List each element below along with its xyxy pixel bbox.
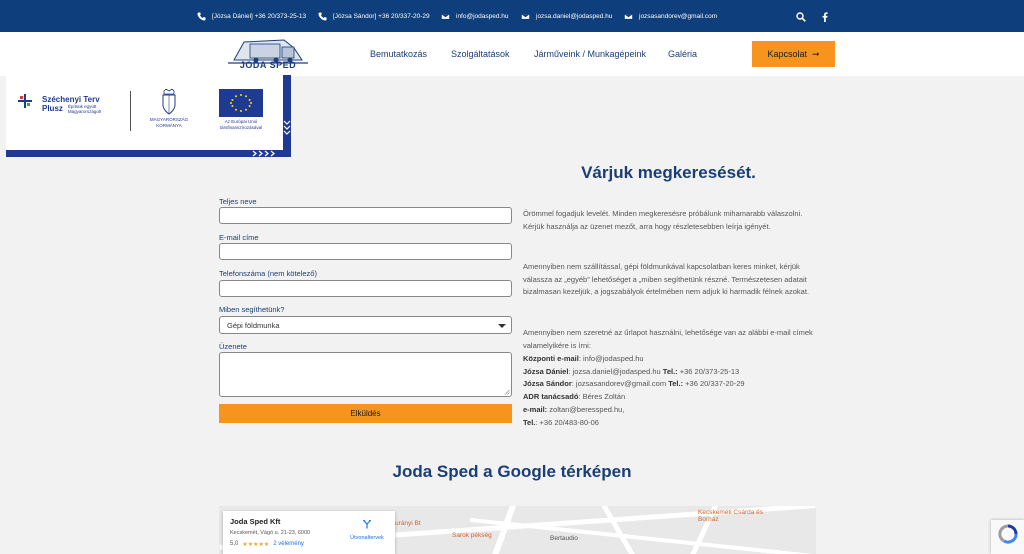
facebook-icon[interactable]: [820, 12, 830, 22]
daniel-row: [523, 366, 816, 379]
sandor-tel[interactable]: +36 20/337-20-29: [683, 379, 745, 389]
banner-stripe-right: [283, 75, 291, 157]
adr-tel-label: Tel.: [523, 417, 536, 427]
chevron-right-icon: [251, 150, 275, 157]
help-select[interactable]: [219, 316, 512, 334]
coat-of-arms-icon: [161, 89, 177, 115]
adr-tel-row: [523, 417, 816, 430]
message-label: Üzenete: [219, 342, 247, 351]
top-bar: [0, 0, 1024, 32]
map-road: [599, 506, 643, 554]
info-paragraph-3: Amennyiben nem szeretné az űrlapot használni, lehetősége van az alábbi e-mail címek valamelyikére is írni:: [523, 328, 813, 350]
contact-button-label: Kapcsolat: [767, 49, 807, 59]
map-label-bertaudio: Bertaudio: [550, 535, 578, 542]
nav-jarmuveink[interactable]: Járműveink / Munkagépeink: [534, 49, 647, 59]
help-select-value: Gépi földmunka: [227, 321, 280, 330]
place-rating: [230, 541, 388, 548]
email-info-text: info@jodasped.hu: [456, 13, 509, 20]
map-road: [470, 518, 816, 554]
email-info[interactable]: [441, 12, 509, 21]
submit-button-label: Elküldés: [350, 409, 381, 418]
header: [0, 32, 1024, 76]
szechenyi-logo-icon: [18, 94, 32, 108]
eu-flag-icon: [219, 89, 263, 117]
central-email-row: [523, 353, 816, 366]
logo-text: JODA SPED: [239, 60, 297, 70]
gov-line1: MAGYARORSZÁG: [149, 117, 189, 122]
phone-label: Telefonszáma (nem kötelező): [219, 269, 317, 278]
resize-handle-icon: [504, 389, 510, 395]
recaptcha-badge[interactable]: [991, 520, 1024, 554]
adr-label: ADR tanácsadó: [523, 392, 579, 402]
recaptcha-icon: [998, 524, 1018, 544]
place-address: Kecskemét, Vágó u. 21-23, 6000: [230, 530, 311, 536]
phone-icon: [318, 12, 327, 21]
adr-tel[interactable]: : +36 20/483-80-06: [535, 417, 599, 427]
szechenyi-sub2: Magyarországot!: [67, 109, 102, 114]
chevron-down-icon: [283, 119, 291, 139]
banner-divider: [130, 91, 131, 131]
phone-icon: [197, 12, 206, 21]
szechenyi-banner: [6, 75, 291, 157]
contact-button[interactable]: [752, 41, 835, 67]
email-daniel-text: jozsa.daniel@jodasped.hu: [536, 13, 613, 20]
central-email-value[interactable]: : info@jodasped.hu: [578, 354, 644, 363]
email-sandor-text: jozsasandorev@gmail.com: [639, 13, 718, 20]
eu-line2: társfinanszírozásával: [219, 125, 263, 130]
email-sandor[interactable]: [624, 12, 717, 21]
daniel-tel[interactable]: +36 20/373-25-13: [677, 366, 740, 376]
sandor-label: Józsa Sándor: [523, 379, 572, 389]
arrow-right-icon: ➞: [811, 48, 820, 59]
map-label-uranyi: urányi Bt: [395, 520, 421, 527]
chevron-down-icon: [498, 324, 506, 328]
info-paragraph-1: Örömmel fogadjuk levelét. Minden megkeresésre próbálunk mihamarabb válaszolni. Kérjük használja az üzenet mezőt, arra hogy részletesebben leírja igényét.: [523, 209, 803, 231]
sandor-email[interactable]: : jozsasandorev@gmail.com: [571, 379, 667, 389]
central-email-label: Központi e-mail: [523, 354, 579, 363]
daniel-email[interactable]: : jozsa.daniel@jodasped.hu: [568, 366, 661, 376]
phone-sandor[interactable]: [318, 12, 430, 21]
name-label: Teljes neve: [219, 197, 257, 206]
help-label: Miben segíthetünk?: [219, 305, 285, 314]
email-input[interactable]: [219, 243, 512, 260]
mail-icon: [624, 12, 633, 21]
reviews-link[interactable]: 2 vélemény: [273, 541, 304, 547]
szechenyi-sub1: Építsük együtt: [67, 104, 97, 109]
info-paragraph-2: Amennyiben nem szállítással, gépi földmunkával kapcsolatban keres minket, kérjük válassza az „egyéb” lehetőséget a „miben segíthetünk részné. Természetesen adatait bizalmasan kezeljük, a jogszabályok értelmében nem adjuk ki harmadik félnek azokat.: [523, 262, 809, 296]
szechenyi-title2: Plusz: [42, 104, 63, 113]
rating-value: 5,0: [230, 541, 239, 547]
nav-bemutatkozas[interactable]: Bemutatkozás: [370, 49, 428, 59]
adr-email-label: e-mail:: [523, 404, 548, 414]
nav-szolgaltatasok[interactable]: Szolgáltatások: [451, 49, 510, 59]
eu-line1: Az Európai Unió: [224, 119, 258, 124]
name-input[interactable]: [219, 207, 512, 224]
sandor-tel-label: Tel.:: [668, 379, 684, 389]
adr-value: : Béres Zoltán: [578, 392, 626, 402]
submit-button[interactable]: [219, 404, 512, 423]
email-label: E-mail címe: [219, 233, 259, 242]
directions-icon: [362, 519, 372, 529]
eu-logo: [210, 89, 272, 131]
gov-logo: [144, 89, 194, 129]
search-icon[interactable]: [796, 12, 806, 22]
place-name[interactable]: Joda Sped Kft: [230, 517, 281, 526]
adr-row: [523, 391, 816, 404]
map-label-sarok: Sarok pékség: [452, 532, 492, 539]
map-place-card: [223, 511, 395, 554]
message-textarea[interactable]: [219, 352, 512, 397]
map-label-csarda: Kecskeméti Csárda és Borház: [698, 509, 764, 523]
phone-input[interactable]: [219, 280, 512, 297]
directions-label: Útvonaltervek: [350, 535, 384, 541]
banner-stripe-bottom: [6, 150, 291, 157]
logo[interactable]: [224, 34, 312, 74]
mail-icon: [441, 12, 450, 21]
szechenyi-text: [42, 95, 101, 114]
email-daniel[interactable]: [521, 12, 612, 21]
adr-email[interactable]: zoltan@beressped.hu,: [547, 404, 625, 414]
daniel-tel-label: Tel.:: [662, 366, 678, 376]
nav-galeria[interactable]: Galéria: [668, 49, 698, 59]
contact-list: [523, 353, 816, 429]
adr-email-row: [523, 404, 816, 417]
daniel-label: Józsa Dániel: [523, 366, 569, 376]
contact-heading: Várjuk megkeresését.: [581, 163, 756, 182]
map-heading: Joda Sped a Google térképen: [392, 462, 632, 481]
mail-icon: [521, 12, 530, 21]
szechenyi-title: Széchenyi Terv: [42, 95, 100, 104]
star-rating-icon: ★★★★★: [242, 542, 270, 548]
directions-button[interactable]: [347, 519, 387, 541]
phone-daniel[interactable]: [197, 12, 306, 21]
phone-sandor-text: [Józsa Sándor] +36 20/337-20-29: [333, 13, 430, 20]
phone-daniel-text: [Józsa Dániel] +36 20/373-25-13: [212, 13, 307, 20]
gov-line2: KORMÁNYA: [156, 123, 182, 128]
sandor-row: [523, 378, 816, 391]
